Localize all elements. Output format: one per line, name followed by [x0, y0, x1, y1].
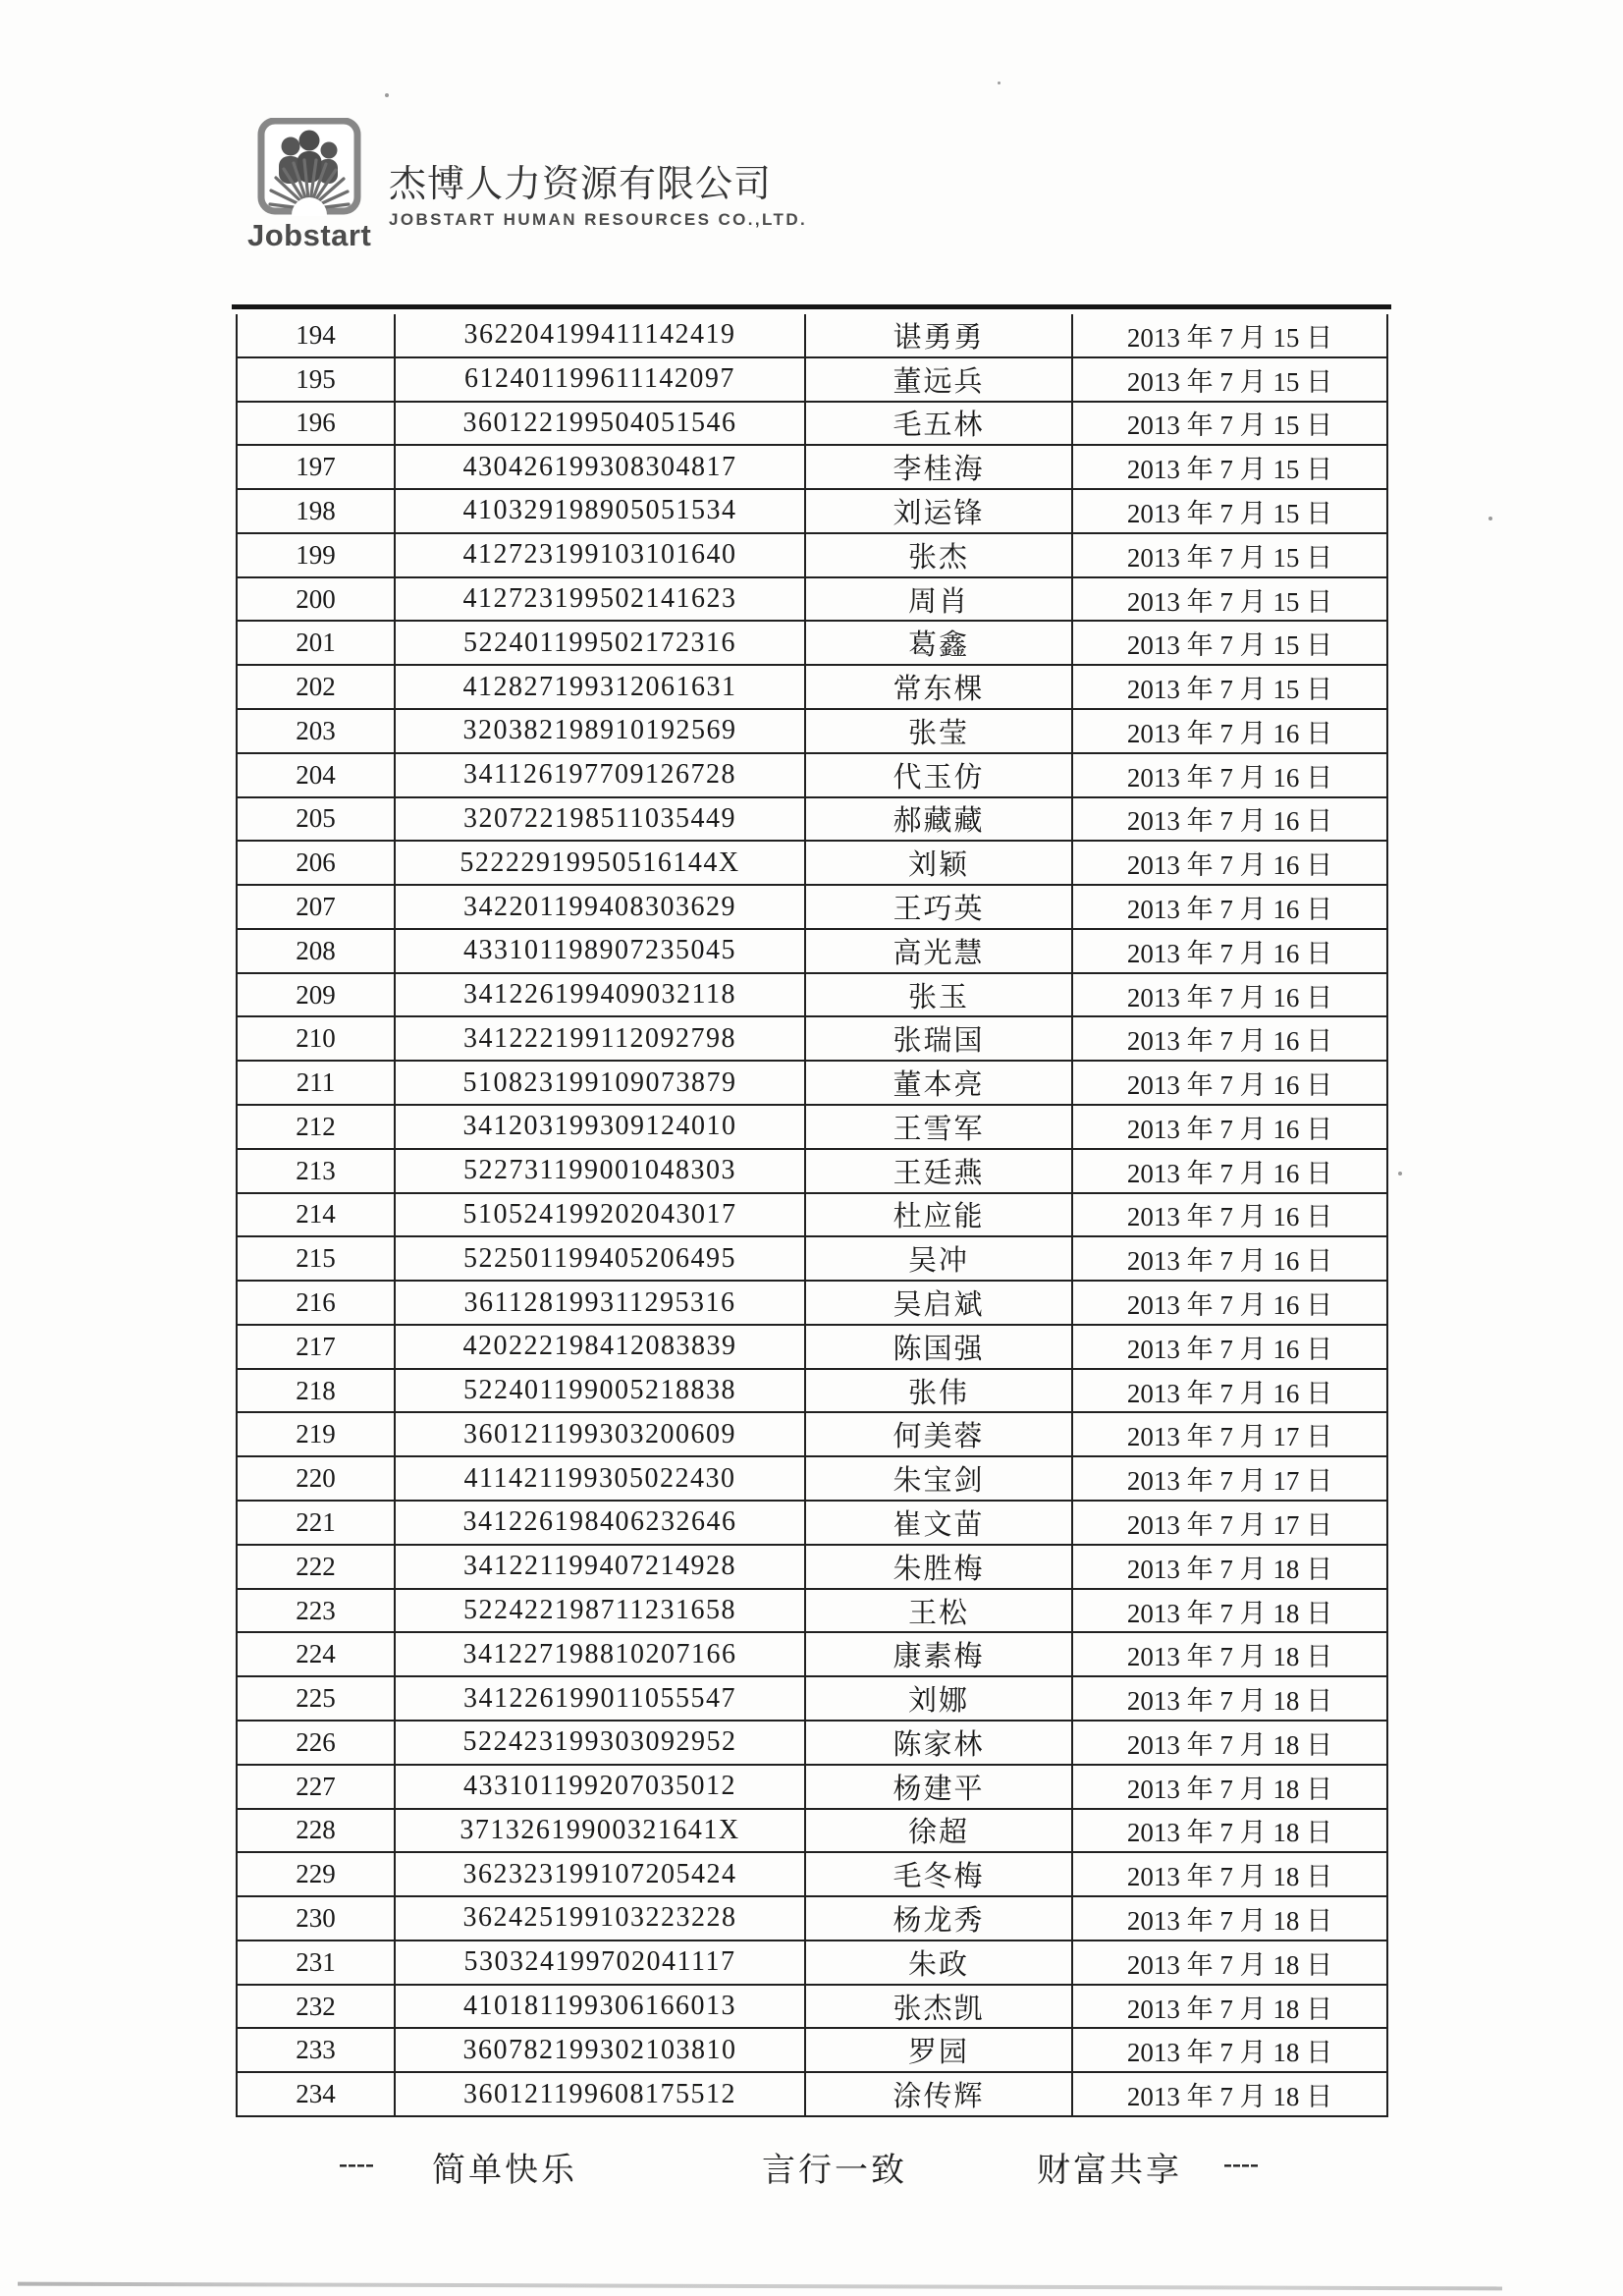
cell-index: 214	[237, 1193, 395, 1237]
cell-id-number: 360122199504051546	[395, 402, 805, 446]
cell-date: 2013 年 7 月 16 日	[1072, 1236, 1387, 1281]
cell-name: 杨龙秀	[805, 1896, 1072, 1941]
scan-page-edge	[18, 2282, 1502, 2291]
cell-name: 何美蓉	[805, 1412, 1072, 1456]
scan-speck	[1488, 517, 1492, 520]
cell-id-number: 522422198711231658	[395, 1589, 805, 1633]
cell-id-number: 362204199411142419	[395, 314, 805, 357]
cell-date: 2013 年 7 月 16 日	[1072, 709, 1387, 753]
cell-id-number: 362425199103223228	[395, 1896, 805, 1941]
roster-table	[236, 314, 1388, 2117]
cell-name: 涂传辉	[805, 2072, 1072, 2116]
cell-name: 高光慧	[805, 929, 1072, 973]
cell-date: 2013 年 7 月 15 日	[1072, 665, 1387, 709]
cell-name: 罗园	[805, 2028, 1072, 2072]
cell-date: 2013 年 7 月 16 日	[1072, 1281, 1387, 1325]
scan-speck	[385, 93, 389, 97]
cell-name: 张杰凯	[805, 1985, 1072, 2029]
scan-speck	[1398, 1172, 1402, 1175]
cell-name: 张伟	[805, 1369, 1072, 1413]
cell-index: 207	[237, 885, 395, 929]
cell-id-number: 530324199702041117	[395, 1941, 805, 1985]
table-row	[237, 445, 1387, 489]
cell-date: 2013 年 7 月 16 日	[1072, 885, 1387, 929]
cell-id-number: 52222919950516144X	[395, 841, 805, 885]
cell-name: 陈国强	[805, 1325, 1072, 1369]
table-row	[237, 1369, 1387, 1413]
cell-date: 2013 年 7 月 16 日	[1072, 841, 1387, 885]
cell-date: 2013 年 7 月 18 日	[1072, 1852, 1387, 1896]
cell-id-number: 433101199207035012	[395, 1765, 805, 1809]
cell-id-number: 410329198905051534	[395, 489, 805, 533]
cell-id-number: 362323199107205424	[395, 1852, 805, 1896]
cell-date: 2013 年 7 月 15 日	[1072, 621, 1387, 665]
cell-index: 196	[237, 402, 395, 446]
cell-date: 2013 年 7 月 15 日	[1072, 445, 1387, 489]
cell-index: 233	[237, 2028, 395, 2072]
cell-index: 228	[237, 1809, 395, 1853]
cell-index: 197	[237, 445, 395, 489]
cell-index: 195	[237, 357, 395, 402]
cell-index: 198	[237, 489, 395, 533]
cell-index: 199	[237, 533, 395, 577]
cell-index: 220	[237, 1456, 395, 1501]
cell-id-number: 433101198907235045	[395, 929, 805, 973]
cell-name: 陈家林	[805, 1721, 1072, 1765]
cell-index: 194	[237, 314, 395, 357]
table-row	[237, 1281, 1387, 1325]
cell-name: 吴冲	[805, 1236, 1072, 1281]
cell-id-number: 37132619900321641X	[395, 1809, 805, 1853]
cell-id-number: 430426199308304817	[395, 445, 805, 489]
cell-name: 郝藏藏	[805, 797, 1072, 842]
table-row	[237, 1193, 1387, 1237]
cell-date: 2013 年 7 月 16 日	[1072, 1149, 1387, 1193]
cell-date: 2013 年 7 月 18 日	[1072, 1632, 1387, 1676]
table-row	[237, 973, 1387, 1017]
cell-index: 201	[237, 621, 395, 665]
cell-date: 2013 年 7 月 18 日	[1072, 1589, 1387, 1633]
table-row	[237, 621, 1387, 665]
cell-index: 216	[237, 1281, 395, 1325]
table-row	[237, 1456, 1387, 1501]
cell-id-number: 341226199011055547	[395, 1676, 805, 1721]
table-row	[237, 314, 1387, 357]
cell-id-number: 341126197709126728	[395, 753, 805, 797]
table-row	[237, 1236, 1387, 1281]
cell-name: 张玉	[805, 973, 1072, 1017]
cell-id-number: 522423199303092952	[395, 1721, 805, 1765]
cell-date: 2013 年 7 月 18 日	[1072, 2072, 1387, 2116]
table-row	[237, 1105, 1387, 1149]
cell-index: 202	[237, 665, 395, 709]
cell-date: 2013 年 7 月 18 日	[1072, 1809, 1387, 1853]
table-row	[237, 885, 1387, 929]
cell-name: 毛冬梅	[805, 1852, 1072, 1896]
table-row	[237, 1545, 1387, 1589]
cell-name: 董本亮	[805, 1061, 1072, 1105]
cell-id-number: 341222199112092798	[395, 1016, 805, 1061]
cell-index: 210	[237, 1016, 395, 1061]
cell-index: 212	[237, 1105, 395, 1149]
cell-name: 葛鑫	[805, 621, 1072, 665]
footer-dash-left: ----	[339, 2149, 374, 2178]
cell-name: 代玉仿	[805, 753, 1072, 797]
cell-index: 223	[237, 1589, 395, 1633]
cell-date: 2013 年 7 月 16 日	[1072, 1105, 1387, 1149]
cell-id-number: 360121199608175512	[395, 2072, 805, 2116]
cell-id-number: 341226198406232646	[395, 1501, 805, 1545]
cell-date: 2013 年 7 月 18 日	[1072, 2028, 1387, 2072]
cell-id-number: 361128199311295316	[395, 1281, 805, 1325]
cell-name: 张杰	[805, 533, 1072, 577]
footer-slogan-3: 财富共享	[1037, 2153, 1182, 2189]
cell-date: 2013 年 7 月 15 日	[1072, 314, 1387, 357]
cell-index: 219	[237, 1412, 395, 1456]
cell-name: 朱政	[805, 1941, 1072, 1985]
cell-date: 2013 年 7 月 16 日	[1072, 1193, 1387, 1237]
table-row	[237, 1852, 1387, 1896]
scan-speck	[998, 82, 1001, 84]
cell-date: 2013 年 7 月 17 日	[1072, 1456, 1387, 1501]
cell-id-number: 522731199001048303	[395, 1149, 805, 1193]
table-row	[237, 1721, 1387, 1765]
cell-id-number: 320722198511035449	[395, 797, 805, 842]
cell-date: 2013 年 7 月 16 日	[1072, 1016, 1387, 1061]
cell-index: 224	[237, 1632, 395, 1676]
cell-date: 2013 年 7 月 16 日	[1072, 1325, 1387, 1369]
cell-id-number: 412827199312061631	[395, 665, 805, 709]
cell-date: 2013 年 7 月 16 日	[1072, 973, 1387, 1017]
cell-name: 董远兵	[805, 357, 1072, 402]
cell-index: 221	[237, 1501, 395, 1545]
cell-id-number: 320382198910192569	[395, 709, 805, 753]
cell-id-number: 342201199408303629	[395, 885, 805, 929]
cell-name: 杜应能	[805, 1193, 1072, 1237]
cell-date: 2013 年 7 月 18 日	[1072, 1676, 1387, 1721]
cell-date: 2013 年 7 月 18 日	[1072, 1985, 1387, 2029]
cell-date: 2013 年 7 月 15 日	[1072, 577, 1387, 622]
cell-index: 226	[237, 1721, 395, 1765]
table-row	[237, 1589, 1387, 1633]
cell-index: 205	[237, 797, 395, 842]
cell-name: 朱宝剑	[805, 1456, 1072, 1501]
cell-date: 2013 年 7 月 16 日	[1072, 1369, 1387, 1413]
cell-name: 康素梅	[805, 1632, 1072, 1676]
table-row	[237, 1941, 1387, 1985]
cell-index: 230	[237, 1896, 395, 1941]
table-row	[237, 665, 1387, 709]
cell-id-number: 522401199005218838	[395, 1369, 805, 1413]
cell-index: 217	[237, 1325, 395, 1369]
cell-name: 刘运锋	[805, 489, 1072, 533]
cell-index: 211	[237, 1061, 395, 1105]
cell-id-number: 341226199409032118	[395, 973, 805, 1017]
cell-name: 王雪军	[805, 1105, 1072, 1149]
cell-name: 常东棵	[805, 665, 1072, 709]
cell-id-number: 411421199305022430	[395, 1456, 805, 1501]
company-logo	[247, 118, 385, 253]
table-row	[237, 1325, 1387, 1369]
cell-index: 222	[237, 1545, 395, 1589]
table-row	[237, 709, 1387, 753]
cell-id-number: 412723199502141623	[395, 577, 805, 622]
cell-date: 2013 年 7 月 18 日	[1072, 1765, 1387, 1809]
cell-id-number: 341227198810207166	[395, 1632, 805, 1676]
table-row	[237, 1896, 1387, 1941]
cell-id-number: 360121199303200609	[395, 1412, 805, 1456]
cell-index: 203	[237, 709, 395, 753]
cell-date: 2013 年 7 月 17 日	[1072, 1412, 1387, 1456]
cell-name: 王松	[805, 1589, 1072, 1633]
footer-slogan-1: 简单快乐	[432, 2153, 577, 2189]
cell-id-number: 360782199302103810	[395, 2028, 805, 2072]
cell-name: 张莹	[805, 709, 1072, 753]
cell-name: 杨建平	[805, 1765, 1072, 1809]
cell-name: 谌勇勇	[805, 314, 1072, 357]
cell-id-number: 612401199611142097	[395, 357, 805, 402]
table-row	[237, 1149, 1387, 1193]
cell-date: 2013 年 7 月 15 日	[1072, 533, 1387, 577]
logo-wordmark: Jobstart	[247, 218, 372, 252]
cell-name: 毛五林	[805, 402, 1072, 446]
cell-id-number: 341221199407214928	[395, 1545, 805, 1589]
cell-id-number: 510823199109073879	[395, 1061, 805, 1105]
cell-date: 2013 年 7 月 16 日	[1072, 929, 1387, 973]
table-row	[237, 1632, 1387, 1676]
cell-name: 周肖	[805, 577, 1072, 622]
cell-index: 209	[237, 973, 395, 1017]
company-name-en: JOBSTART HUMAN RESOURCES CO.,LTD.	[389, 210, 808, 229]
table-row	[237, 2072, 1387, 2116]
table-row	[237, 1016, 1387, 1061]
cell-index: 208	[237, 929, 395, 973]
cell-index: 213	[237, 1149, 395, 1193]
cell-date: 2013 年 7 月 16 日	[1072, 797, 1387, 842]
cell-date: 2013 年 7 月 15 日	[1072, 357, 1387, 402]
table-row	[237, 753, 1387, 797]
cell-name: 王巧英	[805, 885, 1072, 929]
cell-name: 崔文苗	[805, 1501, 1072, 1545]
table-row	[237, 1809, 1387, 1853]
table-row	[237, 841, 1387, 885]
cell-date: 2013 年 7 月 16 日	[1072, 1061, 1387, 1105]
table-row	[237, 2028, 1387, 2072]
table-row	[237, 402, 1387, 446]
cell-index: 231	[237, 1941, 395, 1985]
cell-date: 2013 年 7 月 15 日	[1072, 402, 1387, 446]
table-row	[237, 797, 1387, 842]
cell-id-number: 410181199306166013	[395, 1985, 805, 2029]
table-row	[237, 1985, 1387, 2029]
cell-index: 234	[237, 2072, 395, 2116]
cell-id-number: 522501199405206495	[395, 1236, 805, 1281]
cell-index: 227	[237, 1765, 395, 1809]
company-name-cn: 杰博人力资源有限公司	[389, 164, 773, 205]
cell-index: 225	[237, 1676, 395, 1721]
roster-table-body	[237, 314, 1387, 2116]
cell-id-number: 341203199309124010	[395, 1105, 805, 1149]
table-row	[237, 357, 1387, 402]
cell-name: 吴启斌	[805, 1281, 1072, 1325]
cell-id-number: 522401199502172316	[395, 621, 805, 665]
table-row	[237, 1501, 1387, 1545]
cell-date: 2013 年 7 月 16 日	[1072, 753, 1387, 797]
footer-slogan-2: 言行一致	[762, 2153, 907, 2189]
cell-index: 206	[237, 841, 395, 885]
table-row	[237, 1412, 1387, 1456]
cell-name: 王廷燕	[805, 1149, 1072, 1193]
cell-name: 徐超	[805, 1809, 1072, 1853]
cell-date: 2013 年 7 月 18 日	[1072, 1721, 1387, 1765]
footer-slogans	[0, 2143, 1623, 2192]
table-row	[237, 929, 1387, 973]
table-row	[237, 1061, 1387, 1105]
cell-index: 218	[237, 1369, 395, 1413]
table-row	[237, 577, 1387, 622]
cell-name: 刘颖	[805, 841, 1072, 885]
cell-date: 2013 年 7 月 17 日	[1072, 1501, 1387, 1545]
cell-index: 200	[237, 577, 395, 622]
cell-id-number: 510524199202043017	[395, 1193, 805, 1237]
cell-name: 朱胜梅	[805, 1545, 1072, 1589]
cell-name: 张瑞国	[805, 1016, 1072, 1061]
cell-id-number: 412723199103101640	[395, 533, 805, 577]
table-row	[237, 1765, 1387, 1809]
cell-index: 204	[237, 753, 395, 797]
company-header	[389, 153, 807, 230]
cell-index: 229	[237, 1852, 395, 1896]
table-row	[237, 489, 1387, 533]
cell-date: 2013 年 7 月 18 日	[1072, 1896, 1387, 1941]
cell-name: 刘娜	[805, 1676, 1072, 1721]
jobstart-logo-icon	[257, 118, 363, 216]
cell-date: 2013 年 7 月 18 日	[1072, 1545, 1387, 1589]
table-row	[237, 1676, 1387, 1721]
cell-id-number: 420222198412083839	[395, 1325, 805, 1369]
footer-dash-right: ----	[1223, 2149, 1259, 2178]
cell-index: 215	[237, 1236, 395, 1281]
cell-date: 2013 年 7 月 15 日	[1072, 489, 1387, 533]
cell-index: 232	[237, 1985, 395, 2029]
header-divider	[232, 304, 1391, 309]
cell-date: 2013 年 7 月 18 日	[1072, 1941, 1387, 1985]
table-row	[237, 533, 1387, 577]
cell-name: 李桂海	[805, 445, 1072, 489]
